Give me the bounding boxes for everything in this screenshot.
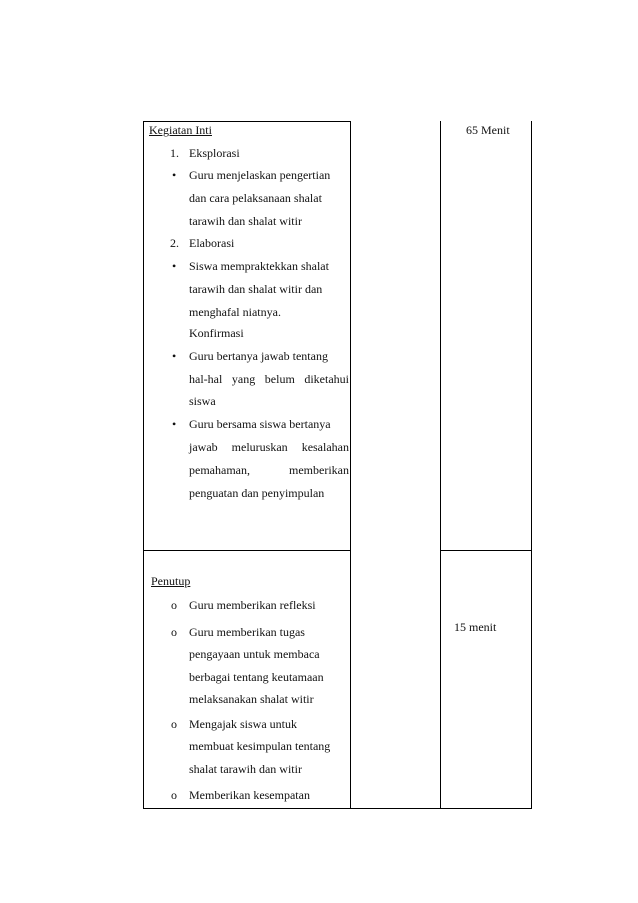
table-border-top	[143, 121, 351, 122]
section-heading-penutup: Penutup	[151, 574, 191, 588]
circle-bullet-icon: o	[171, 788, 177, 802]
circle-bullet-icon: o	[171, 625, 177, 639]
step-konfirmasi: Konfirmasi	[189, 326, 244, 340]
text-line: Guru bersama siswa bertanya	[189, 417, 331, 431]
text-line: melaksanakan shalat witir	[189, 692, 314, 706]
list-number: 1.	[170, 146, 179, 160]
word: meluruskan	[231, 440, 288, 454]
circle-bullet-icon: o	[171, 598, 177, 612]
text-line: dan cara pelaksanaan shalat	[189, 191, 322, 205]
word: yang	[231, 372, 256, 386]
duration-penutup: 15 menit	[454, 620, 497, 634]
word: belum	[264, 372, 295, 386]
text-line: penguatan dan penyimpulan	[189, 486, 325, 500]
text-line: siswa	[189, 394, 216, 408]
bullet-icon: •	[172, 259, 177, 273]
word: hal-hal	[189, 372, 223, 386]
bullet-icon: •	[172, 417, 177, 431]
word: kesalahan	[301, 440, 349, 454]
text-line: pengayaan untuk membaca	[189, 647, 320, 661]
table-row-divider-right	[440, 550, 532, 551]
text-line: tarawih dan shalat witir dan	[189, 282, 323, 296]
duration-inti: 65 Menit	[466, 123, 510, 137]
word: pemahaman,	[189, 463, 250, 477]
text-line-justified	[189, 440, 349, 454]
step-elaborasi: Elaborasi	[189, 236, 235, 250]
text-line: Guru memberikan refleksi	[189, 598, 316, 612]
step-eksplorasi: Eksplorasi	[189, 146, 240, 160]
table-col-divider-1	[350, 121, 351, 809]
word: jawab	[189, 440, 218, 454]
bullet-icon: •	[172, 349, 177, 363]
text-line: Guru menjelaskan pengertian	[189, 168, 331, 182]
text-line: Siswa mempraktekkan shalat	[189, 259, 329, 273]
word: diketahui	[304, 372, 349, 386]
table-border-right	[531, 121, 532, 809]
section-heading-inti: Kegiatan Inti	[149, 123, 212, 137]
circle-bullet-icon: o	[171, 717, 177, 731]
text-line: Memberikan kesempatan	[189, 788, 310, 802]
text-line: shalat tarawih dan witir	[189, 762, 302, 776]
text-line-justified	[189, 372, 349, 386]
text-line: Guru memberikan tugas	[189, 625, 305, 639]
table-border-bottom	[143, 808, 532, 809]
bullet-icon: •	[172, 168, 177, 182]
table-row-divider-left	[143, 550, 351, 551]
text-line: tarawih dan shalat witir	[189, 214, 302, 228]
text-line-justified	[189, 463, 349, 477]
table-border-left	[143, 121, 144, 809]
table-col-divider-2	[440, 121, 441, 809]
text-line: membuat kesimpulan tentang	[189, 739, 331, 753]
text-line: Guru bertanya jawab tentang	[189, 349, 328, 363]
list-number: 2.	[170, 236, 179, 250]
text-line: menghafal niatnya.	[189, 305, 281, 319]
text-line: berbagai tentang keutamaan	[189, 670, 324, 684]
word: memberikan	[289, 463, 349, 477]
text-line: Mengajak siswa untuk	[189, 717, 297, 731]
